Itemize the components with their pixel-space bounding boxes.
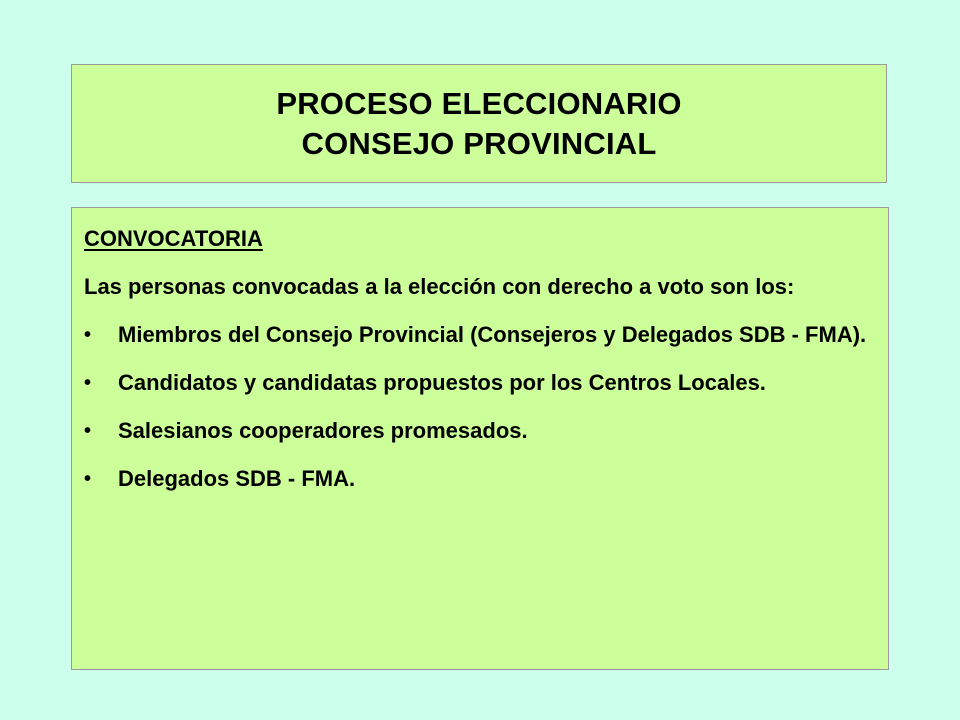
list-item-text: Candidatos y candidatas propuestos por los Centros Locales.	[118, 370, 766, 395]
intro-paragraph: Las personas convocadas a la elección con derecho a voto son los:	[84, 274, 795, 299]
bullet-dot-icon: •	[84, 372, 92, 394]
bullet-dot-icon: •	[84, 324, 92, 346]
list-item	[84, 366, 877, 400]
section-heading: CONVOCATORIA	[84, 226, 263, 251]
list-item-text: Salesianos cooperadores promesados.	[118, 418, 528, 443]
bullet-dot-icon: •	[84, 420, 92, 442]
title-box	[71, 64, 887, 183]
title-line-2: CONSEJO PROVINCIAL	[301, 125, 657, 161]
list-item-text: Miembros del Consejo Provincial (Consejeros y Delegados SDB - FMA).	[118, 322, 867, 347]
title-line-1: PROCESO ELECCIONARIO	[276, 85, 682, 121]
list-item	[84, 318, 877, 352]
list-item	[84, 462, 877, 496]
bullet-list	[84, 318, 877, 496]
list-item	[84, 414, 877, 448]
list-item-text: Delegados SDB - FMA.	[118, 466, 356, 491]
bullet-dot-icon: •	[84, 468, 92, 490]
content-box	[71, 207, 889, 670]
